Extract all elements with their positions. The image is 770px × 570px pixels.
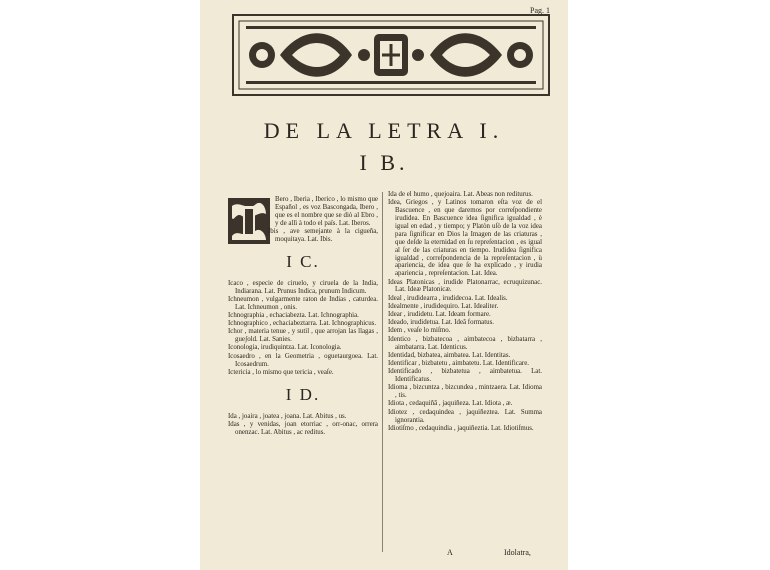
- book-page: [200, 0, 568, 570]
- page-title: DE LA LETRA I.: [263, 118, 505, 143]
- ornamental-headpiece: [232, 14, 550, 96]
- dictionary-entry: Ida de el humo , quejoaira. Lat. Abeas non rediturus.: [388, 191, 533, 198]
- dictionary-entry: Icaco , especie de ciruelo, y ciruela de la India, Indiarana. Lat. Prunus Indica, prunum Indicum.: [228, 279, 378, 295]
- section-title-ib: I B.: [359, 150, 409, 175]
- dictionary-entry: Idas , y venidas, joan etorriac , orr-onac, orrera onenzac. Lat. Abitus , ac reditus.: [228, 420, 378, 436]
- dictionary-entry: Idem , veaſe lo miſmo.: [388, 327, 451, 335]
- dictionary-entry: Idiota , cedaquiñā , jaquiñeza. Lat. Idiota , æ.: [388, 400, 513, 408]
- page-number: Pag. 1: [530, 6, 550, 15]
- catchword: Idolatra,: [504, 548, 531, 557]
- dictionary-entry: Identificado , bizbatetua , aimbatetua. Lat. Identificatus.: [388, 368, 542, 384]
- dictionary-entry: Ideas Platonicas , irudide Platonarrac, ecruquizunac. Lat. Ideæ Platonicæ.: [388, 278, 542, 294]
- dictionary-entry: Idiotez , cedaquindea , jaquiñeztea. Lat. Summa ignorantia.: [388, 408, 542, 424]
- left-column: [228, 196, 378, 437]
- dictionary-entry: Ichnographia , echaciabezta. Lat. Ichnographia.: [228, 311, 359, 319]
- dictionary-entry: Ida , joaira , joatea , joana. Lat. Abitus , us.: [228, 412, 347, 420]
- decorated-initial-i: [228, 198, 270, 244]
- dictionary-entry: Idioma , bizcuntza , bizcundea , mintzaera. Lat. Idioma , tis.: [388, 384, 542, 400]
- dictionary-entry: Identificar , bizbatetu , aimbatetu. Lat. Identificare.: [388, 360, 529, 367]
- dictionary-entry: Icosaedro , en la Geometria , oguetaurgoea. Lat. Icosaedrum.: [228, 352, 378, 368]
- dictionary-entry: Ideado, irudidetua. Lat. Ideâ formatus.: [388, 319, 494, 327]
- dictionary-entry: Ichor , materia tenue , y sutil , que arrojan las llagas , gueʃold. Lat. Sanies.: [228, 328, 378, 344]
- dictionary-entry: Idear , irudidetu. Lat. Ideam formare.: [388, 311, 491, 319]
- dictionary-entry: Ictericia , lo mismo que tericia , veaſe.: [228, 368, 334, 376]
- dictionary-entry: Identico , bizbatecoa , aimbatecoa , bizbatarra , aimbatarra. Lat. Identicus.: [388, 335, 542, 351]
- dictionary-entry: Idiotiſmo , cedaquindia , jaquiñeztia. Lat. Idiotiſmus.: [388, 424, 534, 432]
- dictionary-entry: Ichneumon , vulgarmente raton de Indias , caturdea. Lat. Ichneumon , onis.: [228, 295, 378, 311]
- intro-paragraph: Bero , Iberia , Iberico , lo mismo que Español , es voz Bascongada, Ibero , que es el nombre que se diò al Ebro , y de allì à todo el païs. Lat. Iberos.: [275, 196, 378, 227]
- dictionary-entry: Ichnographico , echaciabeztarra. Lat. Ichnographicus.: [228, 320, 377, 328]
- section-heading-id: I D.: [285, 384, 321, 404]
- section-heading-ic: I C.: [286, 251, 320, 271]
- dictionary-entry: Identidad, bizbatea, aimbatea. Lat. Identitas.: [388, 351, 511, 359]
- dictionary-entry: Iconologia, irudiquintza. Lat. Iconologia.: [228, 344, 342, 352]
- right-column: [388, 191, 542, 433]
- dictionary-entry: Idea, Griegos , y Latinos tomaron eſta voz de el Bascuence , en que daremos por correſpondiente irudidea. En Bascuence idea ſignifica igualdad , è igual en edad , y tiempo; y Platòn uſò de la voz idea para ſignificar en Dios la Imagen de las criaturas , que deſde la eternidad en ſu repreſentacion , es igual al ſer de las criaturas en tiempo. Irudidea ſignifica igualdad , correſpondencia de la repreſentacion , ù apariencia, de idea que ſe ha explicado , y irudia apariencia , repreſentacion. Lat. Idea.: [388, 199, 542, 278]
- dictionary-entry: Ideal , irudidearra , irudidecoa. Lat. Idealis.: [388, 294, 508, 302]
- dictionary-entry: Idealmente , irudidequiro. Lat. Idealiter.: [388, 302, 499, 310]
- column-divider: [382, 192, 383, 552]
- signature-mark: A: [447, 548, 453, 557]
- entry-ibis: Ibis , ave semejante à la cigueña, moquitaya. Lat. Ibis.: [268, 227, 378, 243]
